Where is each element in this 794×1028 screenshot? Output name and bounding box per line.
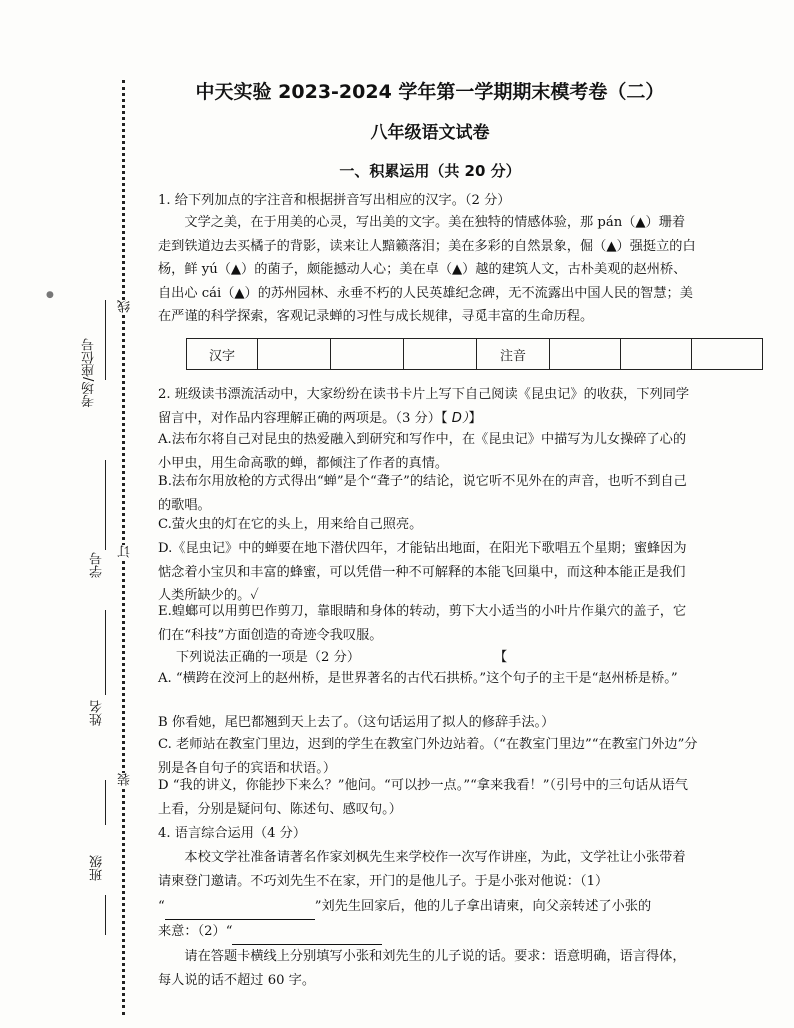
class-blank-top[interactable] xyxy=(105,780,106,825)
q3-bracket: 【 xyxy=(494,650,508,665)
name-label: 姓名 xyxy=(90,700,105,726)
q2-option-c: C.萤火虫的灯在它的头上，用来给自己照亮。 xyxy=(158,517,423,532)
student-no-blank[interactable] xyxy=(105,460,106,550)
q3-option-b: B 你看她，尾巴都翘到天上去了。（这句话运用了拟人的修辞手法。） xyxy=(158,715,555,730)
answer-cell[interactable] xyxy=(331,339,404,370)
cut-mark-zhuang: 装 xyxy=(118,773,133,786)
q3-option-c: C. 老师站在教室门里边，迟到的学生在教室门外边站着。（“在教室门里边”“在教室门外边”分别是各自句子的宾语和状语。） xyxy=(158,737,698,776)
student-no-label: 学号 xyxy=(90,552,105,578)
table-label-pinyin: 注音 xyxy=(477,339,550,370)
q4-instruction: 请在答题卡横线上分别填写小张和刘先生的儿子说的话。要求：语意明确，语言得体，每人说的话不超过 60 字。 xyxy=(158,949,686,988)
q3-option-d: D “我的讲义，你能抄下来么？”他问。“可以抄一点。”“拿来我看！”（引号中的三句话从语气上看，分别是疑问句、陈述句、感叹句。） xyxy=(158,778,688,817)
answer-cell[interactable] xyxy=(404,339,477,370)
answer-blank-1[interactable] xyxy=(165,895,315,920)
q4-paragraph-2 xyxy=(158,895,698,920)
exam-seat-label: 考场/座位号 xyxy=(82,338,97,408)
q1-stem: 1. 给下列加点的字注音和根据拼音写出相应的汉字。（2 分） xyxy=(158,193,511,208)
q2-bracket-close: 】 xyxy=(468,410,482,426)
exam-subtitle: 八年级语文试卷 xyxy=(370,123,490,143)
answer-cell[interactable] xyxy=(692,339,763,370)
q2-option-b: B.法布尔用放枪的方式得出“蝉”是个“聋子”的结论，说它听不见外在的声音，也听不到自己的歌唱。 xyxy=(158,474,687,513)
exam-seat-blank[interactable] xyxy=(105,300,106,380)
answer-cell[interactable] xyxy=(621,339,692,370)
class-label: 班级 xyxy=(90,855,105,881)
answer-blank-2[interactable] xyxy=(232,920,382,945)
name-blank[interactable] xyxy=(105,610,106,695)
answer-cell[interactable] xyxy=(258,339,331,370)
q4-paragraph-3-text: 来意：（2）“ xyxy=(158,924,233,939)
cut-mark-ding: 订 xyxy=(118,545,133,558)
section-heading: 一、积累运用（共 20 分） xyxy=(339,162,521,180)
exam-title: 中天实验 2023-2024 学年第一学期期末模考卷（二） xyxy=(195,81,665,103)
quote-open: “ xyxy=(158,899,165,914)
q2-option-e: E.蝗螂可以用剪巴作剪刀，靠眼睛和身体的转动，剪下大小适当的小叶片作巢穴的盖子，它们在“科技”方面创造的奇迹令我叹服。 xyxy=(158,604,687,643)
q2-stem xyxy=(158,383,698,430)
q2-option-a: A.法布尔将自己对昆虫的热爱融入到研究和写作中，在《昆虫记》中描写为儿女操碎了心的小甲虫，用生命高歌的蝉，都倾注了作者的真情。 xyxy=(158,432,687,471)
table-label-hanzi: 汉字 xyxy=(187,339,258,370)
q1-passage: 文学之美，在于用美的心灵，写出美的文字。美在独特的情感体验，那 pán（▲）珊着走到铁道边去买橘子的背影，读来让人黯籁落泪；美在多彩的自然景象，倔（▲）强挺立的白杨，鲜 yú（▲）的菌子，颇能撼动人心；美在卓（▲）越的建筑人文，古朴美观的赵州桥、自出心 cái（▲）的苏州园林、永垂不朽的人民英雄纪念碑，无不流露出中国人民的智慧；美在严谨的科学探索，客观记录蝉的习性与成长规律，寻觅丰富的生命历程。 xyxy=(158,215,696,324)
q3-option-a: A. “横跨在洨河上的赵州桥，是世界著名的古代石拱桥。”这个句子的主干是“赵州桥是桥。” xyxy=(158,671,678,686)
q4-stem: 4. 语言综合运用（4 分） xyxy=(158,826,307,841)
cut-mark-line: 线 xyxy=(118,300,133,313)
answer-table xyxy=(186,338,763,370)
q4-paragraph-2-text: ”刘先生回家后，他的儿子拿出请柬，向父亲转述了小张的 xyxy=(314,899,652,914)
q3-stem-text: 下列说法正确的一项是（2 分） xyxy=(176,650,361,665)
answer-cell[interactable] xyxy=(550,339,621,370)
q2-option-d: D.《昆虫记》中的蝉要在地下潜伏四年，才能钻出地面，在阳光下歌唱五个星期；蜜蜂因为惦念着小宝贝和丰富的蜂蜜，可以凭借一种不可解释的本能飞回巢中，而这种本能正是我们人类所缺少的。✓ xyxy=(158,541,687,603)
q3-stem xyxy=(176,646,698,670)
q2-stem-text: 2. 班级读书漂流活动中，大家纷纷在读书卡片上写下自己阅读《昆虫记》的收获，下列同学留言中，对作品内容理解正确的两项是。（3 分）【 xyxy=(158,387,690,426)
scan-speck: ● xyxy=(46,290,54,300)
q4-paragraph-1: 本校文学社准备请著名作家刘枫先生来学校作一次写作讲座，为此，文学社让小张带着请柬登门邀请。不巧刘先生不在家，开门的是他儿子。于是小张对他说：（1） xyxy=(158,850,686,889)
class-blank-bottom[interactable] xyxy=(105,895,106,935)
handwritten-answer: D） xyxy=(451,410,469,426)
q4-paragraph-3 xyxy=(158,920,698,945)
